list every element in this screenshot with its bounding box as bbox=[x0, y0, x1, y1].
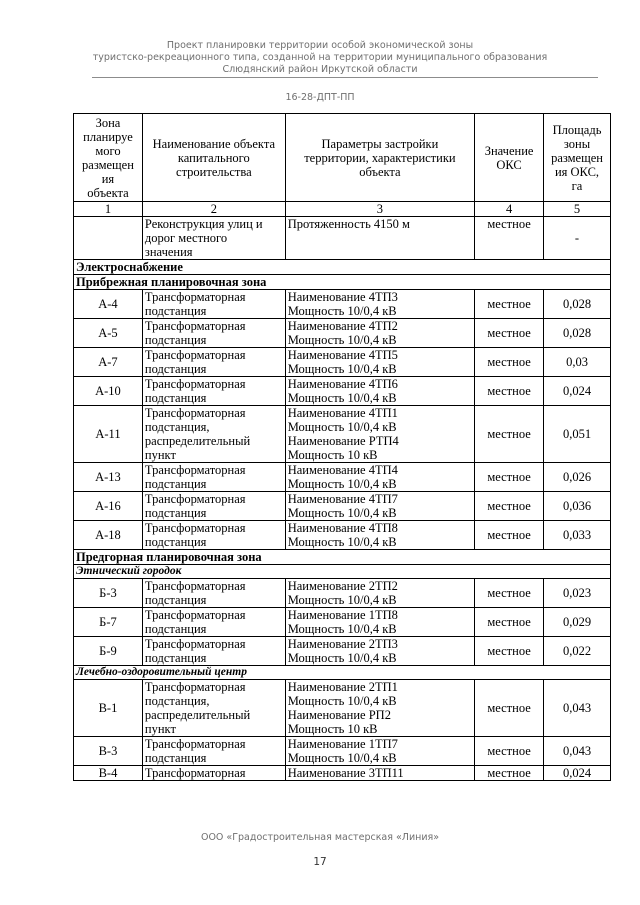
table-row bbox=[74, 737, 611, 766]
header-line-2: туристско-рекреационного типа, созданной на территории муниципального образования bbox=[92, 52, 548, 63]
area-cell: 0,028 bbox=[544, 319, 611, 348]
cell-line: Мощность 10/0,4 кВ bbox=[287, 362, 397, 376]
table-row bbox=[74, 463, 611, 492]
area-cell: 0,026 bbox=[544, 463, 611, 492]
cell-line: подстанция bbox=[144, 362, 207, 376]
cell-line: подстанция bbox=[144, 506, 207, 520]
section-row bbox=[74, 275, 611, 290]
header-cell-value bbox=[475, 114, 544, 202]
table-row bbox=[74, 766, 611, 781]
zone-cell: А-13 bbox=[74, 463, 143, 492]
table-row bbox=[74, 608, 611, 637]
area-cell: 0,03 bbox=[544, 348, 611, 377]
cell-line: размещен bbox=[551, 150, 603, 165]
cell-line: Мощность 10/0,4 кВ bbox=[287, 391, 397, 405]
section-title: Электроснабжение bbox=[74, 260, 611, 275]
table-header-row bbox=[74, 114, 611, 202]
table-row bbox=[74, 348, 611, 377]
cell-line: Трансформаторная bbox=[144, 737, 246, 751]
cell-line: мого bbox=[95, 143, 121, 158]
params-cell bbox=[285, 463, 474, 492]
cell-line: Трансформаторная bbox=[144, 521, 246, 535]
zone-cell: Б-7 bbox=[74, 608, 143, 637]
column-number: 5 bbox=[544, 202, 611, 217]
zone-cell: А-18 bbox=[74, 521, 143, 550]
cell-line: Наименование 4ТП3 bbox=[287, 290, 398, 304]
object-name-cell bbox=[142, 348, 285, 377]
cell-line: ОКС bbox=[496, 157, 522, 172]
object-name-cell bbox=[142, 406, 285, 463]
cell-line: Зона bbox=[95, 115, 121, 130]
zone-cell bbox=[74, 217, 143, 260]
column-number: 2 bbox=[142, 202, 285, 217]
zone-cell: В-3 bbox=[74, 737, 143, 766]
cell-line: подстанция, bbox=[144, 694, 210, 708]
table-body bbox=[74, 114, 611, 781]
header-cell-name bbox=[142, 114, 285, 202]
value-cell: местное bbox=[475, 521, 544, 550]
cell-line: Трансформаторная bbox=[144, 637, 246, 651]
table-row bbox=[74, 319, 611, 348]
object-name-cell bbox=[142, 492, 285, 521]
column-number-row bbox=[74, 202, 611, 217]
cell-line: Наименование 2ТП3 bbox=[287, 637, 398, 651]
cell-line: Наименование 1ТП8 bbox=[287, 608, 398, 622]
section-row bbox=[74, 260, 611, 275]
params-cell bbox=[285, 492, 474, 521]
cell-line: территории, характеристики bbox=[304, 150, 456, 165]
cell-line: дорог местного bbox=[144, 231, 228, 245]
object-name-cell bbox=[142, 608, 285, 637]
cell-line: Трансформаторная bbox=[144, 348, 246, 362]
header-cell-zone bbox=[74, 114, 143, 202]
cell-line: Наименование 1ТП7 bbox=[287, 737, 398, 751]
zone-cell: Б-3 bbox=[74, 579, 143, 608]
cell-line: Мощность 10/0,4 кВ bbox=[287, 477, 397, 491]
cell-line: Наименование РТП4 bbox=[287, 434, 399, 448]
cell-line: Наименование 4ТП6 bbox=[287, 377, 398, 391]
value-cell: местное bbox=[475, 463, 544, 492]
cell-line: Протяженность 4150 м bbox=[287, 217, 410, 231]
zone-cell: А-5 bbox=[74, 319, 143, 348]
cell-line: подстанция bbox=[144, 622, 207, 636]
object-name-cell bbox=[142, 377, 285, 406]
cell-line: Трансформаторная bbox=[144, 608, 246, 622]
table-row bbox=[74, 637, 611, 666]
cell-line: Наименование 4ТП1 bbox=[287, 406, 398, 420]
section-title: Прибрежная планировочная зона bbox=[74, 275, 611, 290]
cell-line: Трансформаторная bbox=[144, 492, 246, 506]
cell-line: подстанция bbox=[144, 751, 207, 765]
object-name-cell bbox=[142, 737, 285, 766]
object-name-cell bbox=[142, 766, 285, 781]
subsection-row bbox=[74, 666, 611, 680]
cell-line: подстанция bbox=[144, 535, 207, 549]
cell-line: Трансформаторная bbox=[144, 377, 246, 391]
cell-line: Мощность 10/0,4 кВ bbox=[287, 333, 397, 347]
header-divider bbox=[92, 77, 598, 78]
cell-line: Трансформаторная bbox=[144, 406, 246, 420]
cell-line: Площадь bbox=[552, 122, 602, 137]
area-cell: 0,029 bbox=[544, 608, 611, 637]
area-cell: 0,024 bbox=[544, 766, 611, 781]
cell-line: подстанция bbox=[144, 304, 207, 318]
value-cell: местное bbox=[475, 766, 544, 781]
value-cell: местное bbox=[475, 637, 544, 666]
object-name-cell bbox=[142, 521, 285, 550]
area-cell: 0,023 bbox=[544, 579, 611, 608]
cell-line: строительства bbox=[176, 164, 252, 179]
value-cell: местное bbox=[475, 579, 544, 608]
value-cell: местное bbox=[475, 680, 544, 737]
header-line-3: Слюдянский район Иркутской области bbox=[222, 64, 418, 75]
table-row bbox=[74, 579, 611, 608]
cell-line: Мощность 10/0,4 кВ bbox=[287, 694, 397, 708]
value-cell: местное bbox=[475, 348, 544, 377]
params-cell bbox=[285, 637, 474, 666]
cell-line: ия ОКС, bbox=[554, 164, 600, 179]
section-title: Предгорная планировочная зона bbox=[74, 550, 611, 565]
table-row bbox=[74, 406, 611, 463]
cell-line: Реконструкция улиц и bbox=[144, 217, 263, 231]
column-number: 3 bbox=[285, 202, 474, 217]
zone-cell: В-4 bbox=[74, 766, 143, 781]
cell-line: размещен bbox=[82, 157, 134, 172]
object-name-cell bbox=[142, 290, 285, 319]
params-cell bbox=[285, 406, 474, 463]
params-cell bbox=[285, 579, 474, 608]
value-cell: местное bbox=[475, 406, 544, 463]
cell-line: Мощность 10 кВ bbox=[287, 722, 378, 736]
column-number: 4 bbox=[475, 202, 544, 217]
header-cell-area bbox=[544, 114, 611, 202]
cell-line: подстанция, bbox=[144, 420, 210, 434]
params-cell bbox=[285, 608, 474, 637]
cell-line: Параметры застройки bbox=[321, 136, 439, 151]
cell-line: планируе bbox=[83, 129, 133, 144]
value-cell: местное bbox=[475, 608, 544, 637]
cell-line: капитального bbox=[177, 150, 250, 165]
cell-line: Мощность 10/0,4 кВ bbox=[287, 535, 397, 549]
cell-line: распределительный bbox=[144, 434, 251, 448]
cell-line: значения bbox=[144, 245, 193, 259]
area-cell: - bbox=[544, 217, 611, 260]
params-cell bbox=[285, 319, 474, 348]
cell-line: Трансформаторная bbox=[144, 680, 246, 694]
area-cell: 0,028 bbox=[544, 290, 611, 319]
table-row bbox=[74, 290, 611, 319]
table-row bbox=[74, 217, 611, 260]
cell-line: Наименование объекта bbox=[152, 136, 276, 151]
cell-line: Трансформаторная bbox=[144, 579, 246, 593]
area-cell: 0,024 bbox=[544, 377, 611, 406]
value-cell: местное bbox=[475, 217, 544, 260]
section-row bbox=[74, 550, 611, 565]
area-cell: 0,022 bbox=[544, 637, 611, 666]
object-name-cell bbox=[142, 680, 285, 737]
cell-line: га bbox=[571, 178, 583, 193]
subsection-title: Лечебно-оздоровительный центр bbox=[74, 666, 611, 680]
document-code: 16-28-ДПТ-ПП bbox=[285, 92, 355, 103]
params-cell bbox=[285, 348, 474, 377]
cell-line: подстанция bbox=[144, 651, 207, 665]
area-cell: 0,043 bbox=[544, 680, 611, 737]
header-cell-params bbox=[285, 114, 474, 202]
cell-line: объекта bbox=[359, 164, 401, 179]
cell-line: Трансформаторная bbox=[144, 463, 246, 477]
area-cell: 0,043 bbox=[544, 737, 611, 766]
page-number: 17 bbox=[313, 856, 327, 868]
value-cell: местное bbox=[475, 319, 544, 348]
zone-cell: А-7 bbox=[74, 348, 143, 377]
value-cell: местное bbox=[475, 492, 544, 521]
subsection-title: Этнический городок bbox=[74, 565, 611, 579]
column-number: 1 bbox=[74, 202, 143, 217]
cell-line: Мощность 10/0,4 кВ bbox=[287, 506, 397, 520]
cell-line: Наименование 2ТП1 bbox=[287, 680, 398, 694]
zone-cell: В-1 bbox=[74, 680, 143, 737]
objects-table bbox=[73, 113, 611, 781]
value-cell: местное bbox=[475, 737, 544, 766]
params-cell bbox=[285, 290, 474, 319]
cell-line: Наименование 2ТП2 bbox=[287, 579, 398, 593]
table-row bbox=[74, 377, 611, 406]
params-cell bbox=[285, 680, 474, 737]
params-cell bbox=[285, 217, 474, 260]
cell-line: зоны bbox=[563, 136, 591, 151]
cell-line: Трансформаторная bbox=[144, 766, 246, 780]
cell-line: Наименование 4ТП7 bbox=[287, 492, 398, 506]
object-name-cell bbox=[142, 579, 285, 608]
object-name-cell bbox=[142, 319, 285, 348]
cell-line: Мощность 10/0,4 кВ bbox=[287, 751, 397, 765]
zone-cell: А-11 bbox=[74, 406, 143, 463]
cell-line: Мощность 10/0,4 кВ bbox=[287, 622, 397, 636]
cell-line: Наименование 4ТП8 bbox=[287, 521, 398, 535]
cell-line: Мощность 10/0,4 кВ bbox=[287, 651, 397, 665]
value-cell: местное bbox=[475, 290, 544, 319]
cell-line: пункт bbox=[144, 448, 176, 462]
params-cell bbox=[285, 377, 474, 406]
object-name-cell bbox=[142, 463, 285, 492]
cell-line: Мощность 10/0,4 кВ bbox=[287, 420, 397, 434]
cell-line: ия bbox=[101, 171, 115, 186]
cell-line: Мощность 10/0,4 кВ bbox=[287, 304, 397, 318]
area-cell: 0,051 bbox=[544, 406, 611, 463]
cell-line: Мощность 10 кВ bbox=[287, 448, 378, 462]
object-name-cell bbox=[142, 217, 285, 260]
area-cell: 0,036 bbox=[544, 492, 611, 521]
header-line-1: Проект планировки территории особой экономической зоны bbox=[166, 40, 474, 51]
area-cell: 0,033 bbox=[544, 521, 611, 550]
zone-cell: А-16 bbox=[74, 492, 143, 521]
params-cell bbox=[285, 737, 474, 766]
zone-cell: А-4 bbox=[74, 290, 143, 319]
footer-company: ООО «Градостроительная мастерская «Линия» bbox=[200, 832, 440, 843]
params-cell bbox=[285, 766, 474, 781]
cell-line: Трансформаторная bbox=[144, 319, 246, 333]
cell-line: Наименование 4ТП4 bbox=[287, 463, 398, 477]
cell-line: Мощность 10/0,4 кВ bbox=[287, 593, 397, 607]
cell-line: пункт bbox=[144, 722, 176, 736]
value-cell: местное bbox=[475, 377, 544, 406]
cell-line: Значение bbox=[484, 143, 534, 158]
params-cell bbox=[285, 521, 474, 550]
subsection-row bbox=[74, 565, 611, 579]
cell-line: Наименование 4ТП5 bbox=[287, 348, 398, 362]
cell-line: подстанция bbox=[144, 593, 207, 607]
zone-cell: Б-9 bbox=[74, 637, 143, 666]
zone-cell: А-10 bbox=[74, 377, 143, 406]
table-row bbox=[74, 680, 611, 737]
cell-line: Наименование 3ТП11 bbox=[287, 766, 404, 780]
cell-line: Трансформаторная bbox=[144, 290, 246, 304]
table-row bbox=[74, 492, 611, 521]
cell-line: подстанция bbox=[144, 477, 207, 491]
table-row bbox=[74, 521, 611, 550]
cell-line: объекта bbox=[87, 185, 129, 200]
object-name-cell bbox=[142, 637, 285, 666]
cell-line: Наименование 4ТП2 bbox=[287, 319, 398, 333]
cell-line: распределительный bbox=[144, 708, 251, 722]
cell-line: подстанция bbox=[144, 333, 207, 347]
cell-line: подстанция bbox=[144, 391, 207, 405]
cell-line: Наименование РП2 bbox=[287, 708, 391, 722]
